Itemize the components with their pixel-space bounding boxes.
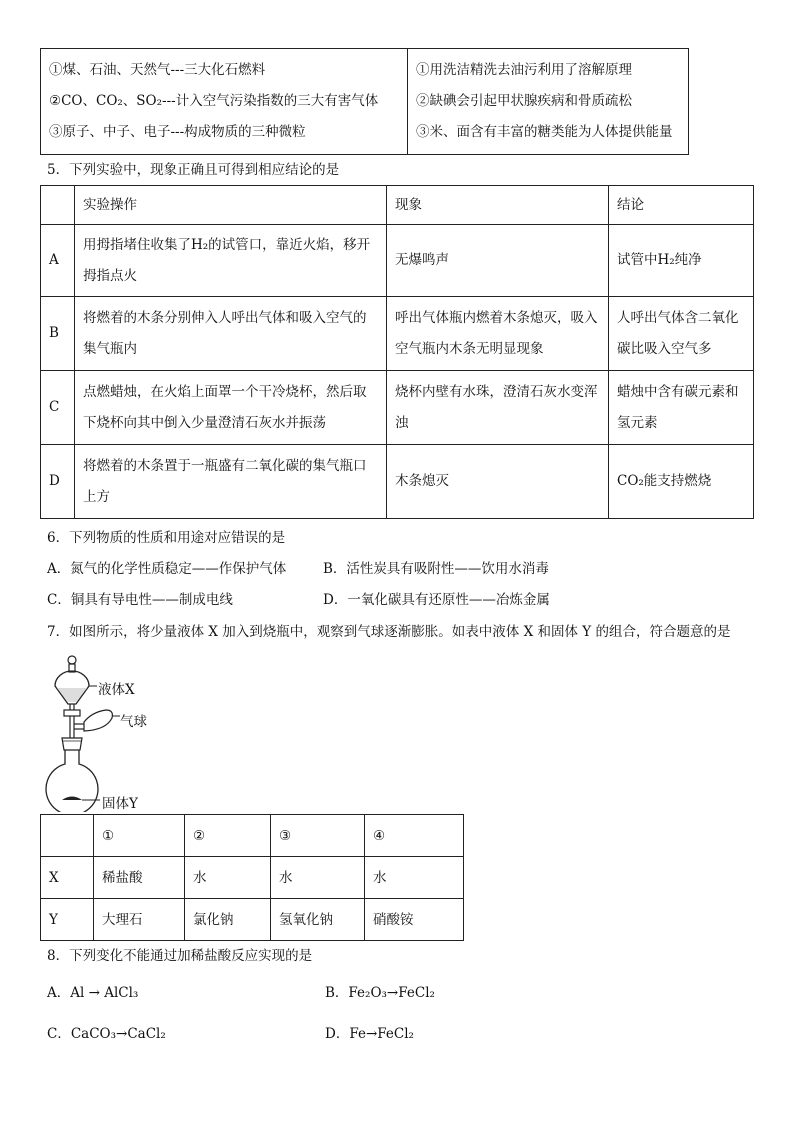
knowledge-right-cell bbox=[408, 49, 689, 155]
apparatus-diagram bbox=[40, 652, 180, 812]
label-liquid-x: 液体X bbox=[98, 682, 135, 698]
q7-header-3: ③ bbox=[271, 815, 365, 857]
q5-ph-d: 木条熄灭 bbox=[387, 445, 609, 519]
q5-con-d: CO₂能支持燃烧 bbox=[609, 445, 754, 519]
q7-y-label: Y bbox=[41, 899, 94, 941]
q5-opt-b: B bbox=[41, 297, 75, 371]
knowledge-left-1: ①煤、石油、天然气---三大化石燃料 bbox=[49, 62, 266, 78]
round-flask-icon bbox=[46, 750, 98, 812]
q8-stem: 8．下列变化不能通过加稀盐酸反应实现的是 bbox=[47, 948, 313, 964]
knowledge-left-3: ③原子、中子、电子---构成物质的三种微粒 bbox=[49, 124, 306, 140]
q5-ph-c: 烧杯内壁有水珠，澄清石灰水变浑浊 bbox=[387, 371, 609, 445]
knowledge-table bbox=[40, 48, 689, 155]
q7-stem: 7．如图所示，将少量液体 X 加入到烧瓶中，观察到气球逐渐膨胀。如表中液体 X 和固体 Y 的组合，符合题意的是 bbox=[47, 624, 731, 640]
q5-con-a: 试管中H₂纯净 bbox=[609, 225, 754, 297]
q6-option-b: B．活性炭具有吸附性——饮用水消毒 bbox=[323, 561, 549, 577]
q6-option-a: A．氮气的化学性质稳定——作保护气体 bbox=[47, 561, 287, 577]
q7-x-label: X bbox=[41, 857, 94, 899]
q7-x-3: 水 bbox=[271, 857, 365, 899]
q8-option-b: B．Fe₂O₃→FeCl₂ bbox=[325, 985, 435, 1001]
q7-y-4: 硝酸铵 bbox=[365, 899, 464, 941]
q7-x-1: 稀盐酸 bbox=[94, 857, 185, 899]
q7-table bbox=[40, 814, 464, 941]
q5-opt-a: A bbox=[41, 225, 75, 297]
q5-ph-a: 无爆鸣声 bbox=[387, 225, 609, 297]
q7-header-1: ① bbox=[94, 815, 185, 857]
q7-y-2: 氯化钠 bbox=[185, 899, 271, 941]
q6-stem: 6．下列物质的性质和用途对应错误的是 bbox=[47, 530, 286, 546]
q5-header-ph: 现象 bbox=[387, 186, 609, 225]
table-row bbox=[41, 899, 464, 941]
table-row bbox=[41, 371, 754, 445]
knowledge-right-1: ①用洗洁精洗去油污利用了溶解原理 bbox=[416, 62, 632, 78]
q5-op-b: 将燃着的木条分别伸入人呼出气体和吸入空气的集气瓶内 bbox=[75, 297, 387, 371]
q5-header-op: 实验操作 bbox=[75, 186, 387, 225]
q7-y-1: 大理石 bbox=[94, 899, 185, 941]
table-row bbox=[41, 297, 754, 371]
label-solid-y: 固体Y bbox=[102, 796, 138, 812]
table-row bbox=[41, 445, 754, 519]
q5-table bbox=[40, 185, 754, 519]
table-row bbox=[41, 815, 464, 857]
q8-option-c: C．CaCO₃→CaCl₂ bbox=[47, 1026, 166, 1042]
q5-con-b: 人呼出气体含二氧化碳比吸入空气多 bbox=[609, 297, 754, 371]
q6-option-c: C．铜具有导电性——制成电线 bbox=[47, 592, 233, 608]
q5-op-a: 用拇指堵住收集了H₂的试管口，靠近火焰，移开拇指点火 bbox=[75, 225, 387, 297]
knowledge-right-3: ③米、面含有丰富的糖类能为人体提供能量 bbox=[416, 124, 673, 140]
q5-header-con: 结论 bbox=[609, 186, 754, 225]
q7-header-4: ④ bbox=[365, 815, 464, 857]
q5-op-c: 点燃蜡烛，在火焰上面罩一个干冷烧杯，然后取下烧杯向其中倒入少量澄清石灰水并振荡 bbox=[75, 371, 387, 445]
q5-stem: 5．下列实验中，现象正确且可得到相应结论的是 bbox=[47, 162, 340, 178]
knowledge-left-cell bbox=[41, 49, 408, 155]
table-row bbox=[41, 857, 464, 899]
q5-con-c: 蜡烛中含有碳元素和氢元素 bbox=[609, 371, 754, 445]
knowledge-right-2: ②缺碘会引起甲状腺疾病和骨质疏松 bbox=[416, 93, 632, 109]
table-row bbox=[41, 225, 754, 297]
q5-opt-c: C bbox=[41, 371, 75, 445]
q7-x-4: 水 bbox=[365, 857, 464, 899]
q7-header-blank bbox=[41, 815, 94, 857]
q7-y-3: 氢氧化钠 bbox=[271, 899, 365, 941]
q6-option-d: D．一氧化碳具有还原性——冶炼金属 bbox=[323, 592, 550, 608]
q7-header-2: ② bbox=[185, 815, 271, 857]
q5-header-blank bbox=[41, 186, 75, 225]
q7-x-2: 水 bbox=[185, 857, 271, 899]
knowledge-left-2: ②CO、CO₂、SO₂---计入空气污染指数的三大有害气体 bbox=[49, 93, 379, 109]
label-balloon: 气球 bbox=[120, 714, 147, 730]
q8-option-a: A．Al → AlCl₃ bbox=[47, 985, 139, 1001]
q5-opt-d: D bbox=[41, 445, 75, 519]
q8-option-d: D．Fe→FeCl₂ bbox=[325, 1026, 414, 1042]
q5-op-d: 将燃着的木条置于一瓶盛有二氧化碳的集气瓶口上方 bbox=[75, 445, 387, 519]
q5-ph-b: 呼出气体瓶内燃着木条熄灭，吸入空气瓶内木条无明显现象 bbox=[387, 297, 609, 371]
balloon-icon bbox=[74, 710, 120, 731]
